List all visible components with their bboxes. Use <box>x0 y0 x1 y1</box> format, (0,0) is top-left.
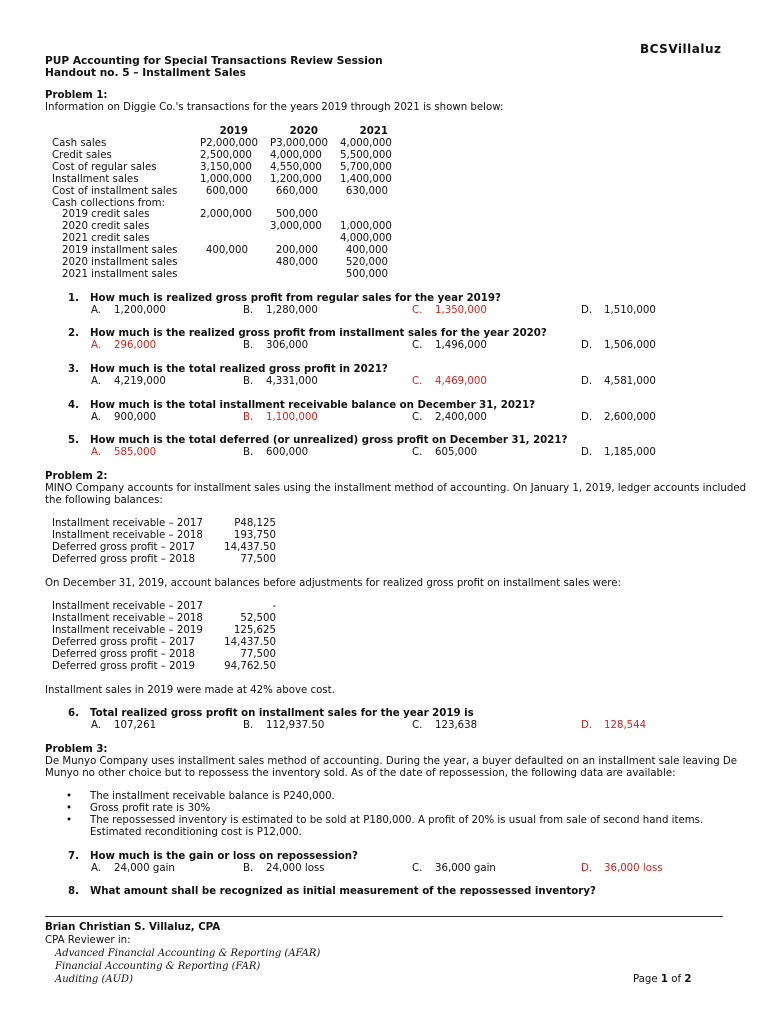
balance-value: 52,500 <box>240 612 276 624</box>
balance-label: Deferred gross profit – 2017 <box>52 636 196 648</box>
choice-letter: D. <box>581 447 593 458</box>
table-row-label: 2021 installment sales <box>62 268 178 280</box>
table-row-label: 2019 credit sales <box>62 209 150 221</box>
table-row-label: 2019 installment sales <box>62 245 178 257</box>
subject-aud: Auditing (AUD) <box>55 974 133 985</box>
balance-label: Deferred gross profit – 2017 <box>52 541 196 553</box>
subject-far: Financial Accounting & Reporting (FAR) <box>55 961 261 972</box>
problem-3-intro-line1: De Munyo Company uses installment sales method of accounting. During the year, a buyer defaulted on an installment sale leaving De <box>45 756 738 767</box>
question-text: How much is the total deferred (or unrealized) gross profit on December 31, 2021? <box>90 435 568 446</box>
brand-mark: BCSVillaluz <box>640 42 722 56</box>
balance-label: Installment receivable – 2018 <box>52 612 203 624</box>
table-cell: 2,000,000 <box>200 209 252 221</box>
table-row-label: Installment sales <box>52 173 139 185</box>
question-text: How much is the gain or loss on repossession? <box>90 851 358 862</box>
choice-letter: C. <box>412 412 423 423</box>
choice-letter: B. <box>243 863 254 874</box>
choice-letter: A. <box>91 340 102 351</box>
bullet-receivable: • The installment receivable balance is P240,000. <box>90 791 335 802</box>
author-role: CPA Reviewer in: <box>45 935 131 946</box>
choice-letter: D. <box>581 412 593 423</box>
question-number: 7. <box>68 851 79 862</box>
problem-2-midtext: On December 31, 2019, account balances before adjustments for realized gross profit on installment sales were: <box>45 578 621 589</box>
choice-letter: B. <box>243 305 254 316</box>
balance-value: - <box>272 601 276 612</box>
choice-letter: D. <box>581 376 593 387</box>
choice-letter: C. <box>412 720 423 731</box>
problem-2-intro-line1: MINO Company accounts for installment sales using the installment method of accounting. On January 1, 2019, ledger accounts included <box>45 483 747 494</box>
choice-value: 112,937.50 <box>266 720 325 731</box>
table-cell: 400,000 <box>345 245 388 257</box>
bullet-resale-estimate: • The repossessed inventory is estimated to be sold at P180,000. A profit of 20% is usual from sale of second hand items. <box>90 815 703 826</box>
table-cell: 400,000 <box>205 245 248 257</box>
table-cell: 2,500,000 <box>200 149 252 161</box>
table-cell: 1,400,000 <box>340 173 392 185</box>
choice-letter: D. <box>581 305 593 316</box>
choice-value: 36,000 loss <box>604 863 663 874</box>
question-text: How much is the realized gross profit from installment sales for the year 2020? <box>90 328 547 339</box>
table-cell: 520,000 <box>345 257 388 268</box>
table-cell: P2,000,000 <box>200 138 258 149</box>
choice-value: 4,581,000 <box>604 376 656 387</box>
choice-value: 900,000 <box>114 412 157 423</box>
page-label: Page <box>633 974 658 985</box>
problem-2-intro-line2: the following balances: <box>45 495 163 506</box>
table-cell: 630,000 <box>345 185 388 197</box>
subject-afar: Advanced Financial Accounting & Reporting (AFAR) <box>55 948 321 959</box>
header-title: PUP Accounting for Special Transactions Review Session <box>45 55 383 67</box>
choice-value: 296,000 <box>114 340 157 351</box>
question-number: 5. <box>68 435 79 446</box>
choice-letter: A. <box>91 376 102 387</box>
table-cell: 4,550,000 <box>270 161 322 173</box>
table-cell: 1,000,000 <box>340 221 392 233</box>
balance-label: Deferred gross profit – 2018 <box>52 648 196 660</box>
balance-value: 94,762.50 <box>224 660 276 672</box>
footer-divider <box>45 916 723 917</box>
table-cell: 3,150,000 <box>200 161 252 173</box>
balance-value: 77,500 <box>240 648 276 660</box>
bullet-reconditioning: Estimated reconditioning cost is P12,000. <box>90 827 302 838</box>
balance-value: 14,437.50 <box>224 636 276 648</box>
choice-value: 4,331,000 <box>266 376 318 387</box>
choice-value: 1,200,000 <box>114 305 166 316</box>
question-text: How much is the total realized gross profit in 2021? <box>90 364 388 375</box>
choice-value: 4,219,000 <box>114 376 166 387</box>
year-col-2021: 2021 <box>359 126 388 137</box>
choice-value: 24,000 gain <box>114 863 175 874</box>
table-row-label: 2021 credit sales <box>62 233 150 245</box>
question-8-text: What amount shall be recognized as initial measurement of the repossessed inventory? <box>90 886 596 897</box>
choice-value: 107,261 <box>114 720 157 731</box>
choice-value: 585,000 <box>114 447 157 458</box>
choice-value: 1,350,000 <box>435 305 487 316</box>
problem-2-note: Installment sales in 2019 were made at 42% above cost. <box>45 685 335 696</box>
choice-letter: A. <box>91 447 102 458</box>
table-row-label: 2020 credit sales <box>62 221 150 233</box>
problem-3-title: Problem 3: <box>45 744 108 755</box>
question-8-number: 8. <box>68 886 79 897</box>
balance-label: Installment receivable – 2017 <box>52 601 203 612</box>
choice-letter: B. <box>243 447 254 458</box>
choice-letter: C. <box>412 447 423 458</box>
choice-value: 600,000 <box>266 447 309 458</box>
choice-value: 2,600,000 <box>604 412 656 423</box>
choice-value: 1,496,000 <box>435 340 487 351</box>
question-text: How much is the total installment receivable balance on December 31, 2021? <box>90 400 536 411</box>
header-subtitle: Handout no. 5 – Installment Sales <box>45 67 246 79</box>
choice-value: 128,544 <box>604 720 647 731</box>
table-cell: 200,000 <box>275 245 318 257</box>
choice-letter: B. <box>243 412 254 423</box>
table-row-label: Cash sales <box>52 138 107 149</box>
choice-letter: A. <box>91 863 102 874</box>
table-row-label: Cost of installment sales <box>52 185 178 197</box>
year-col-2019: 2019 <box>219 126 248 137</box>
table-cell: 600,000 <box>205 185 248 197</box>
balance-value: 77,500 <box>240 553 276 565</box>
table-cell: 5,700,000 <box>340 161 392 173</box>
balance-value: 125,625 <box>233 624 276 636</box>
table-cell: 500,000 <box>275 209 318 221</box>
table-cell: 5,500,000 <box>340 149 392 161</box>
choice-letter: A. <box>91 720 102 731</box>
table-row-label: 2020 installment sales <box>62 257 178 268</box>
choice-letter: C. <box>412 863 423 874</box>
table-cell: 4,000,000 <box>270 149 322 161</box>
choice-value: 1,185,000 <box>604 447 656 458</box>
choice-value: 306,000 <box>266 340 309 351</box>
table-cell: 4,000,000 <box>340 233 392 245</box>
bullet-gross-profit-rate: • Gross profit rate is 30% <box>90 803 210 814</box>
choice-value: 24,000 loss <box>266 863 325 874</box>
balance-label: Installment receivable – 2018 <box>52 529 203 541</box>
year-col-2020: 2020 <box>289 126 318 137</box>
table-cell: 500,000 <box>345 268 388 280</box>
question-number: 3. <box>68 364 79 375</box>
table-row-label: Cash collections from: <box>52 197 165 209</box>
problem-3-intro-line2: Munyo no other choice but to repossess the inventory sold. As of the date of repossession, the following data are available: <box>45 768 676 779</box>
choice-letter: B. <box>243 376 254 387</box>
balance-label: Deferred gross profit – 2018 <box>52 553 196 565</box>
author-name: Brian Christian S. Villaluz, CPA <box>45 922 221 933</box>
choice-letter: D. <box>581 863 593 874</box>
page-total: 2 <box>684 974 692 985</box>
page-of: of <box>671 974 682 985</box>
page-number: 1 <box>660 974 669 985</box>
table-row-label: Credit sales <box>52 149 112 161</box>
question-number: 6. <box>68 708 79 719</box>
balance-value: P48,125 <box>234 518 276 529</box>
question-text: Total realized gross profit on installment sales for the year 2019 is <box>90 708 474 719</box>
table-cell: 1,000,000 <box>200 173 252 185</box>
table-cell: 660,000 <box>275 185 318 197</box>
table-cell: 480,000 <box>275 257 318 268</box>
table-cell: 3,000,000 <box>270 221 322 233</box>
choice-letter: A. <box>91 305 102 316</box>
balance-label: Installment receivable – 2017 <box>52 518 203 529</box>
question-text: How much is realized gross profit from regular sales for the year 2019? <box>90 293 501 304</box>
table-cell: 1,200,000 <box>270 173 322 185</box>
table-row-label: Cost of regular sales <box>52 161 157 173</box>
choice-value: 4,469,000 <box>435 376 487 387</box>
choice-letter: B. <box>243 720 254 731</box>
problem-2-title: Problem 2: <box>45 471 108 482</box>
question-number: 1. <box>68 293 79 304</box>
choice-letter: D. <box>581 340 593 351</box>
choice-value: 1,100,000 <box>266 412 318 423</box>
balance-value: 193,750 <box>233 529 276 541</box>
table-cell: P3,000,000 <box>270 138 328 149</box>
choice-value: 1,506,000 <box>604 340 656 351</box>
choice-value: 1,280,000 <box>266 305 318 316</box>
question-number: 4. <box>68 400 79 411</box>
table-cell: 4,000,000 <box>340 138 392 149</box>
balance-value: 14,437.50 <box>224 541 276 553</box>
choice-letter: D. <box>581 720 593 731</box>
problem-1-title: Problem 1: <box>45 90 108 101</box>
choice-letter: C. <box>412 340 423 351</box>
choice-value: 605,000 <box>435 447 478 458</box>
question-number: 2. <box>68 328 79 339</box>
choice-letter: A. <box>91 412 102 423</box>
choice-value: 36,000 gain <box>435 863 496 874</box>
choice-value: 1,510,000 <box>604 305 656 316</box>
choice-value: 2,400,000 <box>435 412 487 423</box>
choice-letter: C. <box>412 376 423 387</box>
balance-label: Installment receivable – 2019 <box>52 624 203 636</box>
choice-letter: C. <box>412 305 423 316</box>
page-indicator <box>633 974 691 985</box>
problem-1-intro: Information on Diggie Co.'s transactions for the years 2019 through 2021 is shown below: <box>45 102 504 113</box>
choice-value: 123,638 <box>435 720 478 731</box>
balance-label: Deferred gross profit – 2019 <box>52 660 196 672</box>
choice-letter: B. <box>243 340 254 351</box>
